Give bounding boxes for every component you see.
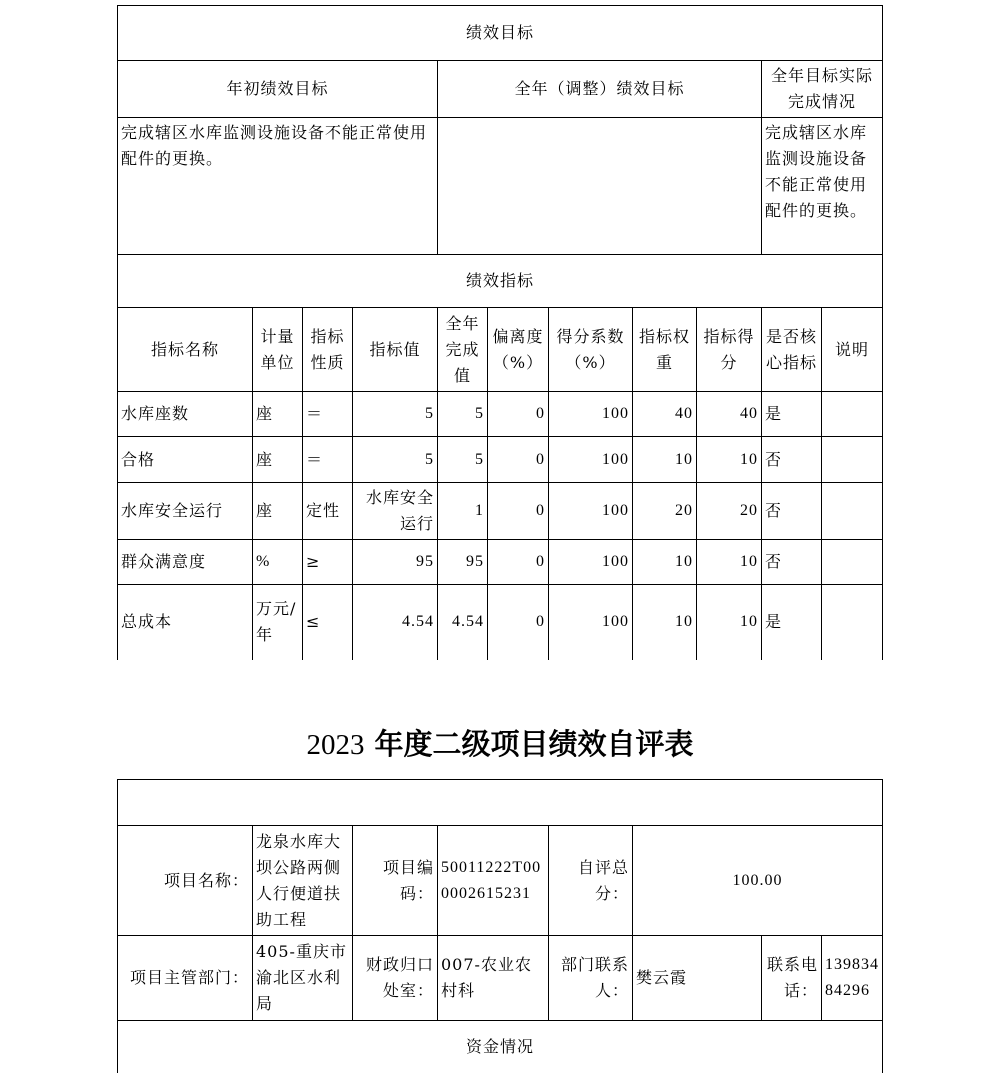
table-row [118,437,883,483]
score-label: 自评总分： [549,826,633,936]
indicator-column-headers [118,308,883,392]
score-coefficient: 100 [549,585,633,660]
score-coefficient: 100 [549,437,633,483]
score: 40 [697,392,762,437]
is-core: 是 [762,392,822,437]
project-name: 龙泉水库大坝公路两侧人行便道扶助工程 [253,826,353,936]
score-coefficient: 100 [549,540,633,585]
col-header: 得分系数（%） [549,308,633,392]
indicator-name: 总成本 [118,585,253,660]
col-header: 指标权重 [633,308,697,392]
col-header: 是否核心指标 [762,308,822,392]
note [822,540,883,585]
page-title-year: 2023 [306,729,365,761]
indicator-unit: 座 [253,483,303,540]
is-core: 否 [762,437,822,483]
col-header: 偏离度（%） [488,308,549,392]
indicator-unit: % [253,540,303,585]
phone-label: 联系电话： [762,936,822,1021]
indicator-nature: ≤ [303,585,353,660]
col-header: 指标值 [353,308,438,392]
score-coefficient: 100 [549,483,633,540]
is-core: 是 [762,585,822,660]
initial-goal-text: 完成辖区水库监测设施设备不能正常使用配件的更换。 [118,118,438,255]
indicator-name: 水库安全运行 [118,483,253,540]
indicator-value: 5 [353,437,438,483]
table-row [118,483,883,540]
indicators-header: 绩效指标 [118,255,883,308]
note [822,437,883,483]
contact-person: 樊云霞 [633,936,762,1021]
score: 20 [697,483,762,540]
score: 10 [697,585,762,660]
total-score: 100.00 [633,826,883,936]
weight: 10 [633,585,697,660]
indicator-value: 4.54 [353,585,438,660]
score: 10 [697,437,762,483]
actual-goal-header: 全年目标实际完成情况 [762,61,883,118]
deviation: 0 [488,483,549,540]
score-coefficient: 100 [549,392,633,437]
funds-header: 资金情况 [118,1021,883,1073]
indicator-nature: 定性 [303,483,353,540]
deviation: 0 [488,392,549,437]
indicator-value: 水库安全运行 [353,483,438,540]
table-row [118,392,883,437]
indicator-nature: ≥ [303,540,353,585]
weight: 20 [633,483,697,540]
project-info-table [117,779,883,1073]
project-code-label: 项目编码： [353,826,438,936]
deviation: 0 [488,540,549,585]
indicator-unit: 座 [253,392,303,437]
dept: 405-重庆市渝北区水利局 [253,936,353,1021]
table-row [118,540,883,585]
page-title [0,722,1000,767]
dept-label: 项目主管部门： [118,936,253,1021]
completed-value: 95 [438,540,488,585]
indicator-unit: 座 [253,437,303,483]
indicator-name: 水库座数 [118,392,253,437]
contact-label: 部门联系人： [549,936,633,1021]
indicator-value: 95 [353,540,438,585]
col-header: 全年完成值 [438,308,488,392]
finance-office: 007-农业农村科 [438,936,549,1021]
note [822,392,883,437]
adjusted-goal-text [438,118,762,255]
actual-goal-text: 完成辖区水库监测设施设备不能正常使用配件的更换。 [762,118,883,255]
indicator-value: 5 [353,392,438,437]
table-row [118,585,883,660]
goals-header: 绩效目标 [118,6,883,61]
is-core: 否 [762,483,822,540]
completed-value: 5 [438,437,488,483]
finance-label: 财政归口处室： [353,936,438,1021]
indicator-name: 合格 [118,437,253,483]
empty-header-row [118,780,883,826]
note [822,585,883,660]
col-header: 计量单位 [253,308,303,392]
weight: 40 [633,392,697,437]
page-title-text: 年度二级项目绩效自评表 [364,727,694,761]
deviation: 0 [488,585,549,660]
completed-value: 4.54 [438,585,488,660]
phone: 13983484296 [822,936,883,1021]
initial-goal-header: 年初绩效目标 [118,61,438,118]
note [822,483,883,540]
completed-value: 5 [438,392,488,437]
project-name-label: 项目名称： [118,826,253,936]
col-header: 说明 [822,308,883,392]
indicator-nature: ＝ [303,392,353,437]
score: 10 [697,540,762,585]
adjusted-goal-header: 全年（调整）绩效目标 [438,61,762,118]
is-core: 否 [762,540,822,585]
col-header: 指标性质 [303,308,353,392]
indicator-name: 群众满意度 [118,540,253,585]
project-code: 50011222T000002615231 [438,826,549,936]
col-header: 指标名称 [118,308,253,392]
indicator-unit: 万元/年 [253,585,303,660]
completed-value: 1 [438,483,488,540]
indicator-nature: ＝ [303,437,353,483]
weight: 10 [633,540,697,585]
deviation: 0 [488,437,549,483]
col-header: 指标得分 [697,308,762,392]
performance-table [117,5,883,660]
weight: 10 [633,437,697,483]
